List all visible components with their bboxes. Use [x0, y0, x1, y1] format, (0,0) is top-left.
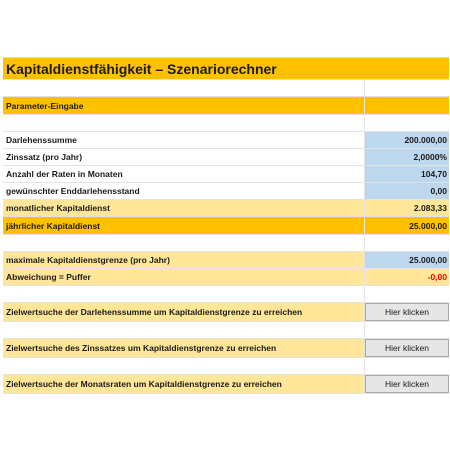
goal-seek-label: Zielwertsuche der Darlehenssumme um Kapitaldienstgrenze zu erreichen — [3, 303, 365, 321]
empty-row — [3, 235, 449, 252]
goal-seek-installments-button[interactable]: Hier klicken — [365, 375, 449, 393]
param-label: Zinssatz (pro Jahr) — [3, 149, 365, 165]
goal-seek-row-loan — [3, 303, 449, 322]
deviation-label: Abweichung = Puffer — [3, 269, 365, 285]
cell[interactable] — [3, 358, 365, 374]
empty-row — [3, 80, 449, 97]
loan-amount-input[interactable]: 200.000,00 — [365, 132, 449, 148]
empty-row — [3, 286, 449, 303]
yearly-debt-service-label: jährlicher Kapitaldienst — [3, 217, 365, 234]
cell — [365, 375, 449, 393]
deviation-row — [3, 269, 449, 286]
empty-row — [3, 358, 449, 375]
goal-seek-row-installments — [3, 375, 449, 394]
final-balance-input[interactable]: 0,00 — [365, 183, 449, 199]
goal-seek-rate-button[interactable]: Hier klicken — [365, 339, 449, 357]
param-label: Darlehenssumme — [3, 132, 365, 148]
cell[interactable] — [3, 115, 365, 131]
deviation-value: -0,00 — [427, 272, 447, 282]
cell — [365, 339, 449, 357]
param-row-loan-amount — [3, 132, 449, 149]
cell[interactable] — [365, 115, 449, 131]
cell[interactable] — [3, 80, 365, 96]
installments-input[interactable]: 104,70 — [365, 166, 449, 182]
yearly-debt-service-row — [3, 217, 449, 235]
max-limit-input[interactable]: 25.000,00 — [365, 252, 449, 268]
goal-seek-label: Zielwertsuche der Monatsraten um Kapitaldienstgrenze zu erreichen — [3, 375, 365, 393]
section-header: Parameter-Eingabe — [3, 97, 365, 114]
cell[interactable] — [365, 322, 449, 338]
goal-seek-row-rate — [3, 339, 449, 358]
section-header-row — [3, 97, 449, 115]
max-limit-row — [3, 252, 449, 269]
cell — [365, 303, 449, 321]
param-row-final-balance — [3, 183, 449, 200]
interest-rate-input[interactable]: 2,0000% — [365, 149, 449, 165]
yearly-debt-service-value: 25.000,00 — [409, 220, 447, 231]
spreadsheet — [3, 57, 449, 394]
cell[interactable] — [365, 358, 449, 374]
cell[interactable] — [365, 235, 449, 251]
param-row-interest-rate — [3, 149, 449, 166]
goal-seek-loan-button[interactable]: Hier klicken — [365, 303, 449, 321]
empty-row — [3, 115, 449, 132]
sheet-title: Kapitaldienstfähigkeit – Szenariorechner — [6, 60, 277, 77]
cell[interactable] — [3, 235, 365, 251]
empty-row — [3, 322, 449, 339]
param-label: gewünschter Enddarlehensstand — [3, 183, 365, 199]
monthly-debt-service-label: monatlicher Kapitaldienst — [3, 200, 365, 216]
cell[interactable] — [3, 322, 365, 338]
param-row-installments — [3, 166, 449, 183]
param-label: Anzahl der Raten in Monaten — [3, 166, 365, 182]
cell[interactable] — [365, 97, 449, 114]
title-row — [3, 58, 449, 80]
monthly-debt-service-value: 2.083,33 — [413, 203, 447, 213]
goal-seek-label: Zielwertsuche des Zinssatzes um Kapitaldienstgrenze zu erreichen — [3, 339, 365, 357]
cell[interactable] — [365, 80, 449, 96]
cell[interactable] — [3, 286, 365, 302]
cell[interactable] — [365, 286, 449, 302]
monthly-debt-service-row — [3, 200, 449, 217]
max-limit-label: maximale Kapitaldienstgrenze (pro Jahr) — [3, 252, 365, 268]
